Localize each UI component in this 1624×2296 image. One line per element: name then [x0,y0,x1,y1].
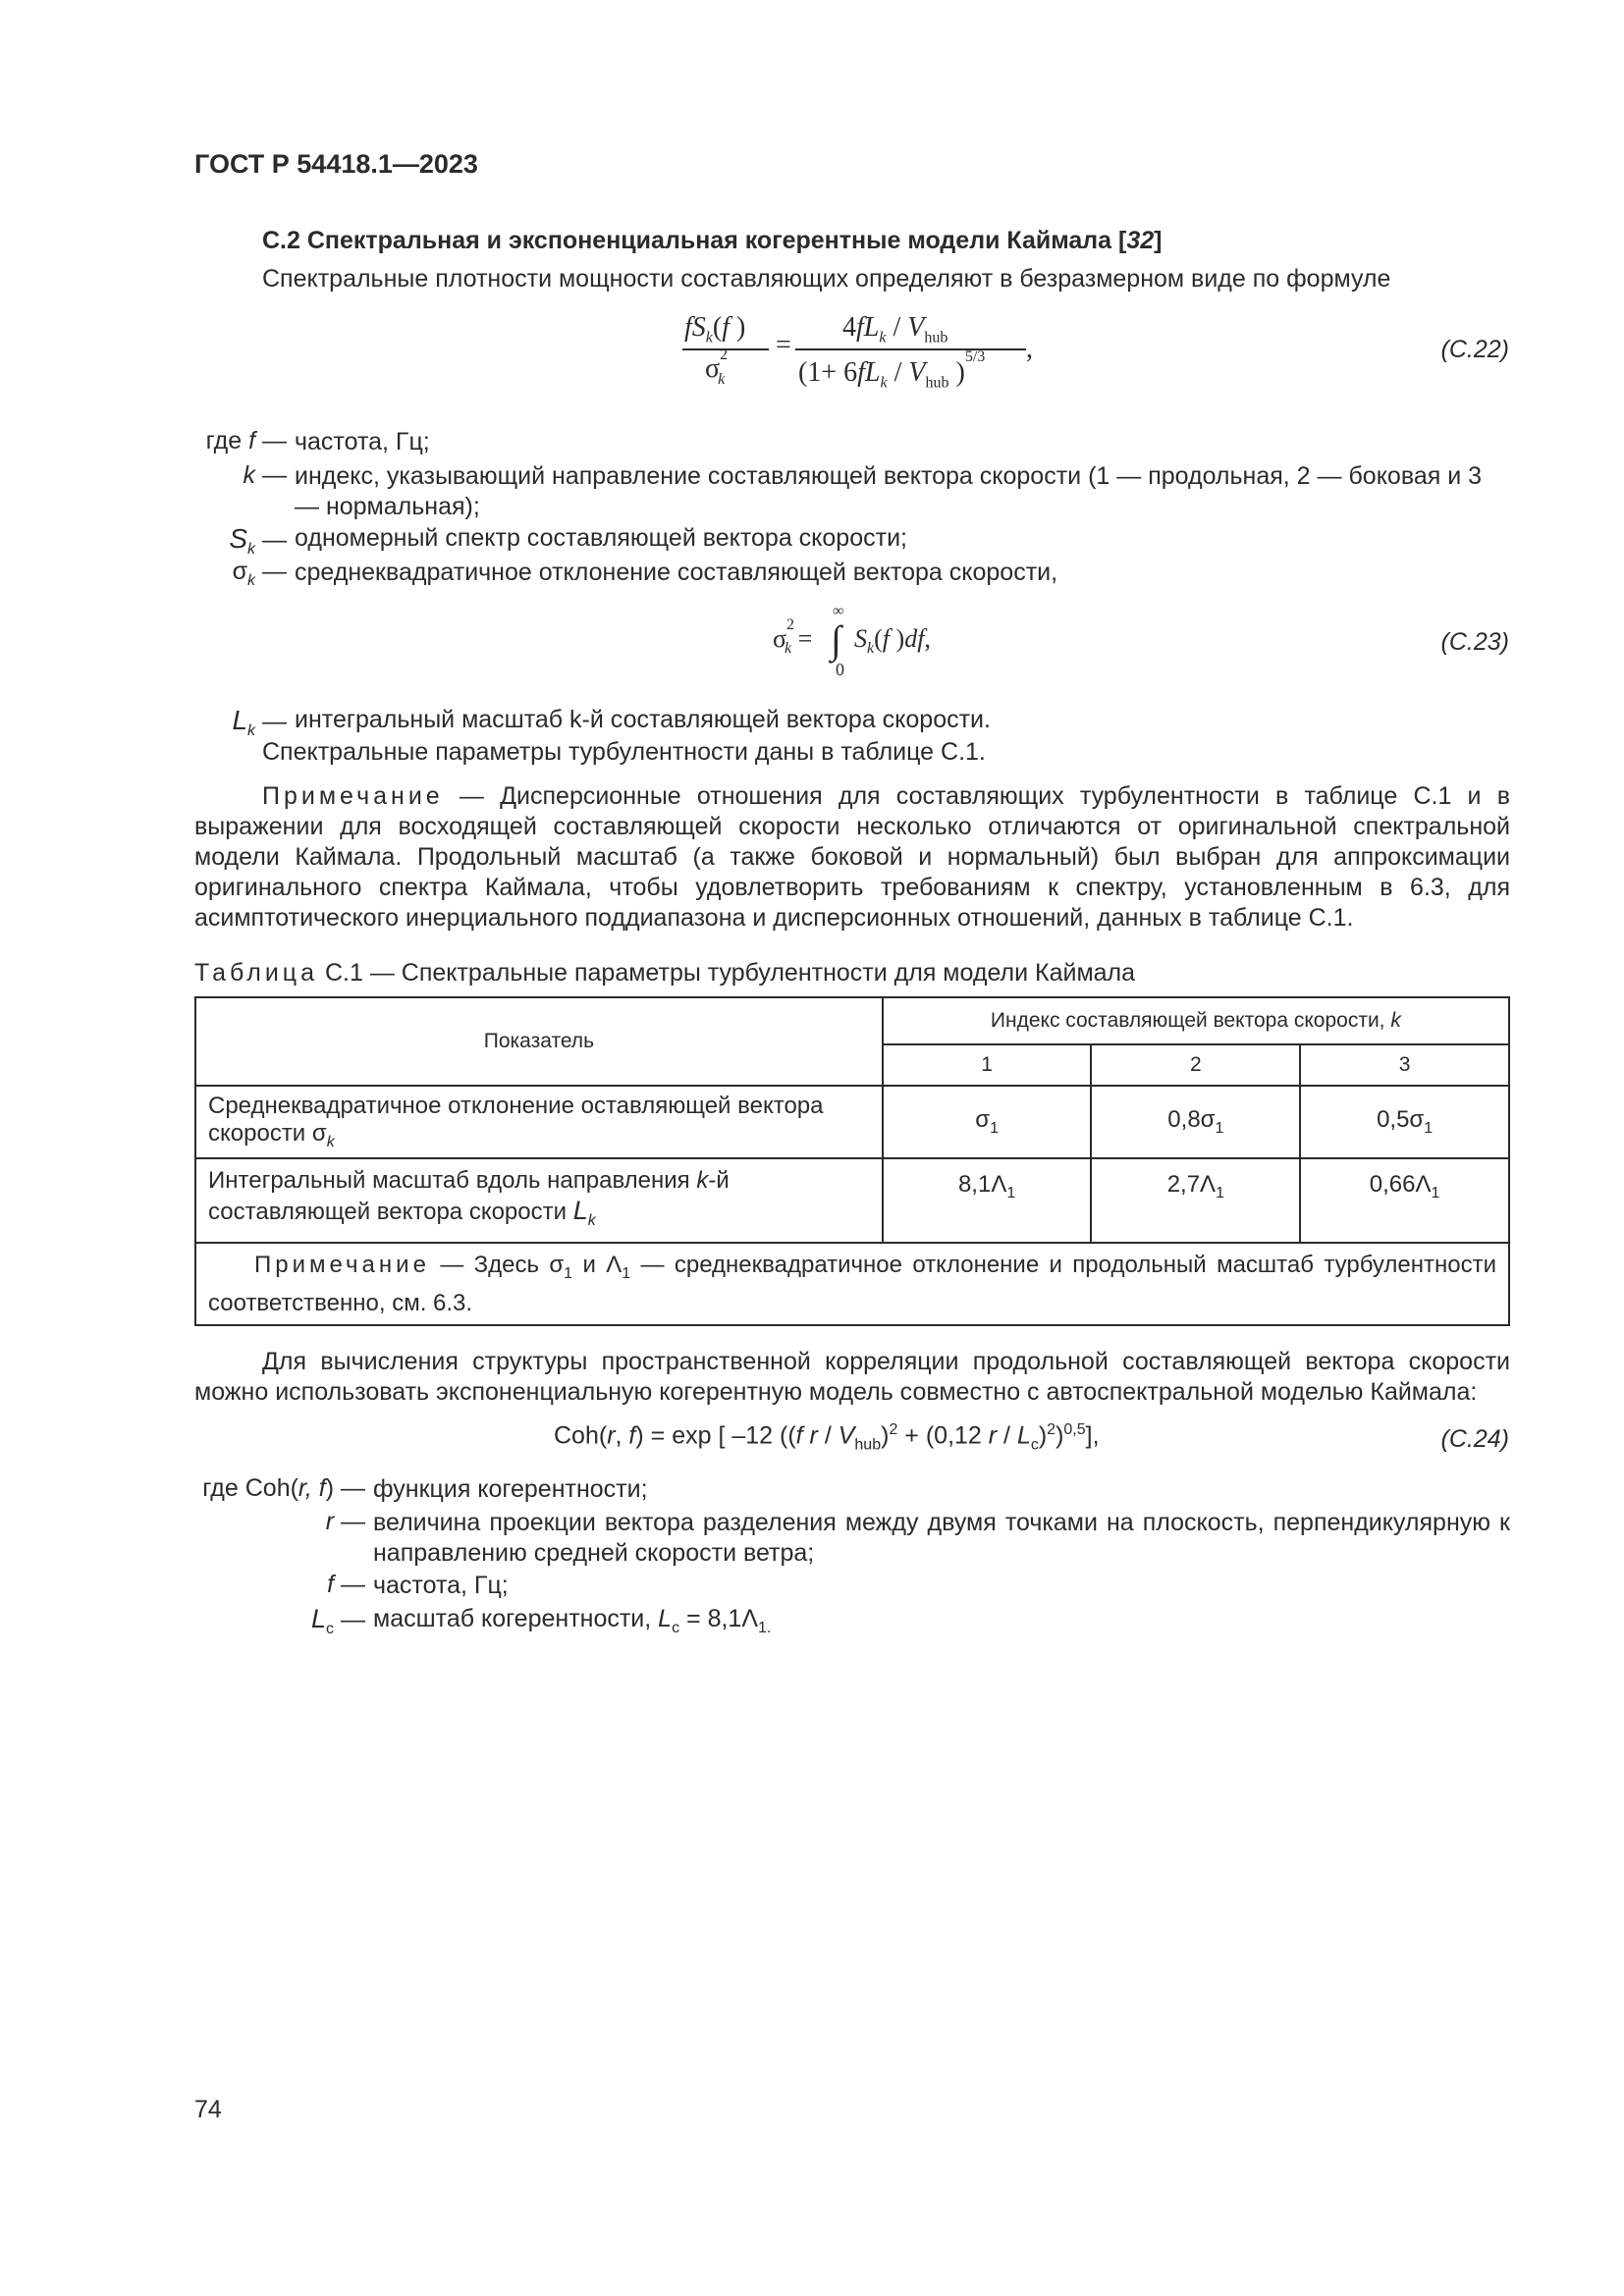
equation-c22-number: (С.22) [1440,336,1509,363]
table-caption: Таблица С.1 — Спектральные параметры турбулентности для модели Каймала [194,959,1136,987]
note-paragraph: Примечание — Дисперсионные отношения для составляющих турбулентности в таблице С.1 и в выражении для восходящей составляющей скорости несколько отличаются от оригинальной спектральной модели Каймала. Продольный масштаб (а также боковой и нормальный) был выбран для аппроксимации оригинального спектра Каймала, чтобы удовлетворить требованиям к спектру, установленным в 6.3, для асимптотического инерциального поддиапазона и дисперсионных отношений, данных в таблице С.1. [194,782,1510,932]
row-scale-value-1: $8,1\Lambda_1$ [883,1158,1092,1243]
definition-k: k — индекс, указывающий направление составляющей вектора скорости (1 — продольная, 2 — боковая и 3 — нормальная); [243,461,1483,520]
equation-c24-number: (С.24) [1440,1425,1509,1453]
definition-coh: где Coh(r, f) — функция когерентности; [202,1474,648,1503]
row-sigma-value-2: $0,8\sigma_1$ [1091,1086,1300,1158]
coherence-intro: Для вычисления структуры пространственной корреляции продольной составляющей вектора скорости можно использовать экспоненциальную когерентную модель совместно с автоспектральной моделью Каймала: [194,1348,1510,1406]
row-scale-label: Интегральный масштаб вдоль направления k-й составляющей вектора скорости $L_k$ [195,1158,883,1243]
row-sigma-value-1: $\sigma_1$ [883,1086,1092,1158]
definition-f2: f — частота, Гц; [327,1571,509,1599]
definition-f: где f — частота, Гц; [205,427,430,455]
definition-sk: $S_k$ — одномерный спектр составляющей вектора скорости; [229,523,907,558]
section-title: С.2 Спектральная и экспоненциальная когерентные модели Каймала [32] [262,227,1163,254]
row-scale-value-3: $0,66\Lambda_1$ [1300,1158,1509,1243]
row-sigma-value-3: $0,5\sigma_1$ [1300,1086,1509,1158]
header-col-1: 1 [883,1044,1092,1086]
document-code: ГОСТ Р 54418.1—2023 [194,149,478,179]
definition-lc: $L_c$ — масштаб когерентности, $L_c = 8,1\Lambda_{1.}$ [311,1604,772,1637]
equation-c23-number: (С.23) [1440,628,1509,656]
header-index: Индекс составляющей вектора скорости, k [883,997,1509,1044]
spectral-parameters-table [194,996,1510,1326]
header-col-3: 3 [1300,1044,1509,1086]
page-number: 74 [194,2096,222,2123]
row-scale-value-2: $2,7\Lambda_1$ [1091,1158,1300,1243]
table-note: Примечание — Здесь $\sigma_1$ и $\Lambda_1$ — среднеквадратичное отклонение и продольный масштаб турбулентности соответственно, см. 6.3. [195,1243,1509,1326]
header-indicator: Показатель [195,997,883,1086]
section-intro: Спектральные плотности мощности составляющих определяют в безразмерном виде по формуле [262,265,1391,293]
table-reference: Спектральные параметры турбулентности даны в таблице С.1. [262,738,986,766]
definition-r: r — величина проекции вектора разделения между двумя точками на плоскость, перпендикулярную к направлению средней скорости ветра; [325,1508,1510,1567]
definition-lk: $L_k$ — интегральный масштаб k-й составляющей вектора скорости. [232,705,991,739]
definition-sigma: $\sigma_k$ — среднеквадратичное отклонение составляющей вектора скорости, [232,558,1058,589]
row-sigma-label: Среднеквадратичное отклонение оставляющей вектора скорости $\sigma_k$ [195,1086,883,1158]
header-col-2: 2 [1091,1044,1300,1086]
